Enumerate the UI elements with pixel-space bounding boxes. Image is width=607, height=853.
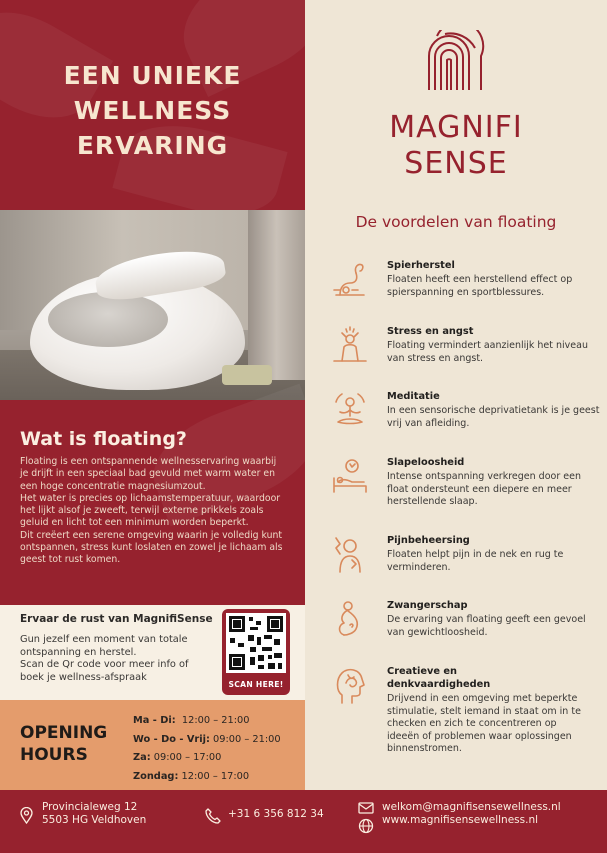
footer: [0, 790, 607, 853]
benefit-title: Spierherstel: [387, 260, 455, 271]
what-heading: Wat is floating?: [20, 428, 187, 450]
footer-website[interactable]: www.magnifisensewellness.nl: [382, 814, 539, 826]
benefit-title: Creatieve en denkvaardigheden: [387, 666, 491, 690]
brand-name: MAGNIFI SENSE: [389, 110, 523, 181]
hours-row: Wo - Do - Vrij: 09:00 – 21:00: [133, 733, 281, 745]
benefit-text: In een sensorische deprivatietank is je geest vrij van afleiding.: [387, 405, 600, 429]
benefit-title: Meditatie: [387, 391, 440, 402]
location-pin-icon: [20, 807, 33, 824]
rust-section: [0, 605, 305, 700]
floating-pod-photo: [0, 210, 305, 400]
benefit-title: Slapeloosheid: [387, 457, 465, 468]
footer-contact: [382, 801, 561, 827]
opening-hours-section: [0, 700, 305, 790]
email-icon: [358, 802, 374, 814]
footer-email[interactable]: welkom@magnifisensewellness.nl: [382, 801, 561, 813]
rust-body: Gun jezelf een moment van totale ontspanning en herstel. Scan de Qr code voor meer info of boek je wellness-afspraak: [20, 634, 189, 683]
benefit-title: Pijnbeheersing: [387, 535, 470, 546]
footer-address: Provincialeweg 12 5503 HG Veldhoven: [42, 801, 147, 826]
benefit-title: Stress en angst: [387, 326, 474, 337]
footer-phone[interactable]: +31 6 356 812 34: [228, 808, 324, 820]
hero-banner: [0, 0, 305, 210]
benefit-text: De ervaring van floating geeft een gevoel van gewichtloosheid.: [387, 614, 586, 638]
opening-hours-label: OPENING HOURS: [20, 723, 108, 765]
left-column: [0, 0, 305, 790]
benefit-title: Zwangerschap: [387, 600, 468, 611]
phone-icon: [205, 808, 221, 824]
magnifisense-logo-icon: [425, 30, 485, 92]
benefit-text: Floating vermindert aanzienlijk het niveau van stress en angst.: [387, 340, 588, 364]
qr-code-icon: [226, 613, 286, 673]
opening-hours-rows: [133, 712, 281, 786]
muscle-arm-icon: [330, 259, 370, 299]
benefit-text: Drijvend in een omgeving met beperkte stimulatie, stelt iemand in staat om in te checken en zich te concentreren op ideeën of problemen waar oplossingen binnenstromen.: [387, 693, 581, 754]
pregnancy-icon: [330, 599, 370, 639]
creative-head-icon: [330, 665, 370, 705]
stress-person-icon: [330, 325, 370, 365]
hours-row: Zondag: 12:00 – 17:00: [133, 770, 250, 782]
what-body: Floating is een ontspannende wellnesservaring waarbij je drijft in een speciaal bad gevuld met warm water en een hoge concentratie magnesiumzout. Het water is precies op lichaamstemperatuur, waardoor het lijkt alsof je zweeft, terwijl externe prikkels zoals geluid en licht tot een minimum worden beperkt. Dit creëert een serene omgeving waarin je volledig kunt ontspannen, stress kunt loslaten en zowel je lichaam als geest tot rust komen.: [20, 456, 283, 566]
what-is-floating-section: [0, 400, 305, 605]
hours-row: Ma - Di: 12:00 – 21:00: [133, 715, 250, 726]
globe-icon: [358, 818, 374, 834]
neck-pain-icon: [330, 534, 370, 574]
hero-title: EEN UNIEKE WELLNESS ERVARING: [63, 61, 242, 160]
benefit-text: Floaten heeft een herstellend effect op spierspanning en sportblessures.: [387, 274, 573, 298]
qr-code-badge[interactable]: [222, 609, 290, 695]
hours-row: Za: 09:00 – 17:00: [133, 752, 222, 763]
benefit-text: Floaten helpt pijn in de nek en rug te verminderen.: [387, 549, 564, 573]
benefit-text: Intense ontspanning verkregen door een float ondersteunt een diepere en meer herstellende slaap.: [387, 471, 581, 507]
meditation-icon: [330, 390, 370, 430]
right-column: [305, 0, 607, 790]
benefits-title: De voordelen van floating: [355, 213, 557, 231]
sleep-bed-icon: [330, 456, 370, 496]
scan-here-label: SCAN HERE!: [228, 680, 284, 689]
rust-heading: Ervaar de rust van MagnifiSense: [20, 613, 213, 625]
